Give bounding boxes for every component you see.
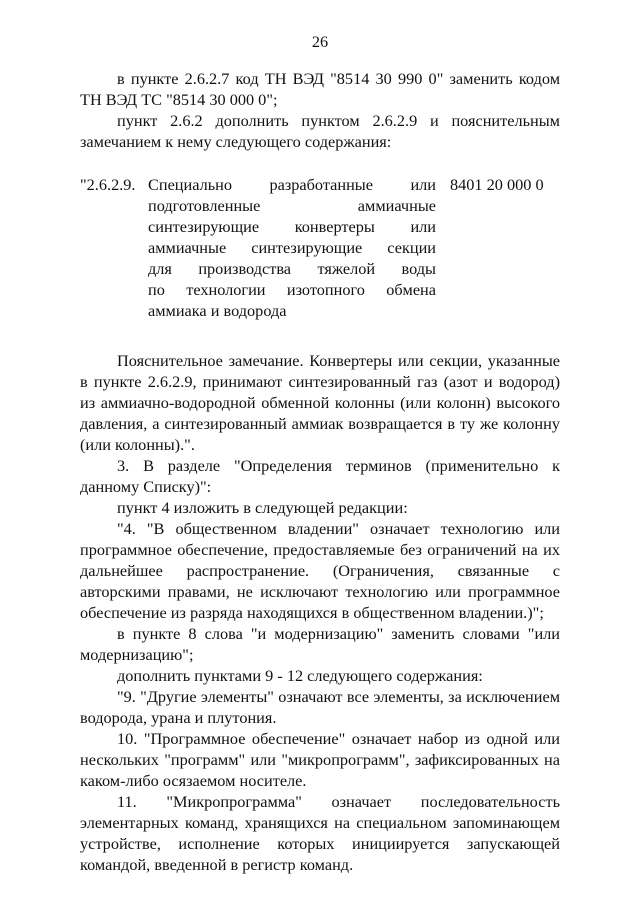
paragraph-add-item: пункт 2.6.2 дополнить пунктом 2.6.2.9 и пояснительным замечанием к нему следующего содержания:	[80, 111, 560, 151]
paragraph-item-8: в пункте 8 слова "и модернизацию" заменить словами "или модернизацию";	[80, 624, 560, 664]
entry-description-line: аммиачные синтезирующие секции	[148, 238, 436, 257]
page-number: 26	[311, 32, 329, 51]
paragraph-item-11: 11. "Микропрограмма" означает последовательность элементарных команд, хранящихся на специальном запоминающем устройстве, исполнение которых инициируется запускающей командой, введенной в регистр команд.	[80, 792, 560, 874]
paragraph-explanatory-note: Пояснительное замечание. Конвертеры или секции, указанные в пункте 2.6.2.9, принимают синтезированный газ (азот и водород) из аммиачно-водородной обменной колонны (или колонн) высокого давления, а синтезированный аммиак возвращается в ту же колонну (или колонны).".	[80, 351, 560, 454]
entry-description	[148, 174, 436, 321]
paragraph-item-4-intro: пункт 4 изложить в следующей редакции:	[117, 498, 408, 517]
document-body	[80, 68, 560, 875]
paragraph-item-4-text: "4. "В общественном владении" означает технологию или программное обеспечение, предоставляемые без ограничений на их дальнейшее распространение. (Ограничения, связанные с авторскими правами, не исключают технологию или программное обеспечение из разряда находящихся в общественном владении.)";	[80, 519, 560, 622]
paragraph-item-9: "9. "Другие элементы" означают все элементы, за исключением водорода, урана и плутония.	[80, 687, 560, 727]
paragraph-item-10: 10. "Программное обеспечение" означает набор из одной или нескольких "программ" или "микропрограмм", зафиксированных на каком-либо осязаемом носителе.	[80, 729, 560, 790]
paragraph-items-9-12-intro: дополнить пунктами 9 - 12 следующего содержания:	[117, 666, 483, 685]
paragraph-code-replacement: в пункте 2.6.2.7 код ТН ВЭД "8514 30 990 0" заменить кодом ТН ВЭД ТС "8514 30 000 0";	[80, 69, 560, 109]
list-entry-2-6-2-9	[80, 174, 560, 321]
paragraph-definitions-section: 3. В разделе "Определения терминов (применительно к данному Списку)":	[80, 456, 560, 496]
entry-description-line: подготовленные аммиачные	[148, 196, 436, 215]
entry-description-line: по технологии изотопного обмена	[148, 280, 436, 299]
entry-description-line: синтезирующие конвертеры или	[148, 217, 436, 236]
entry-description-line: Специально разработанные или	[148, 175, 436, 194]
entry-description-line: для производства тяжелой воды	[148, 259, 436, 278]
entry-description-line: аммиака и водорода	[148, 301, 287, 320]
entry-number: "2.6.2.9.	[80, 175, 136, 194]
entry-code: 8401 20 000 0	[450, 175, 544, 194]
